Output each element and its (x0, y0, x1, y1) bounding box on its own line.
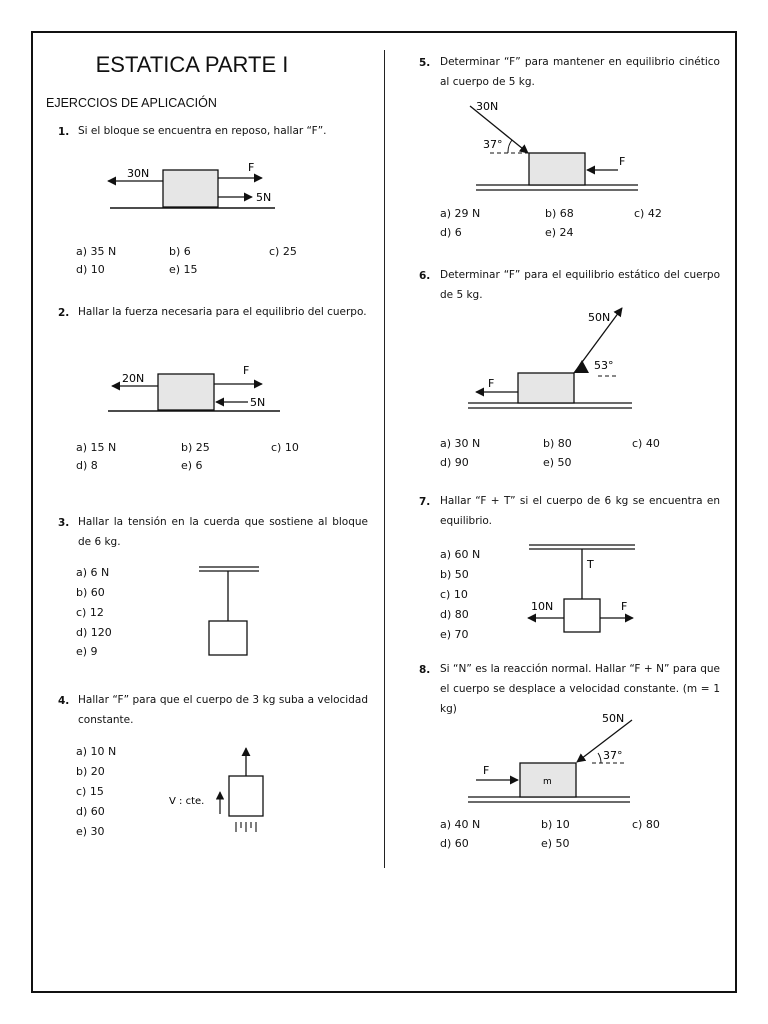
option-c: c) 80 (632, 818, 660, 831)
option-b: b) 50 (440, 568, 469, 581)
option-a: a) 6 N (76, 566, 110, 579)
problem-number: 6. (419, 270, 431, 282)
option-a: a) 35 N (76, 245, 117, 258)
problem-text: Determinar “F” para el equilibrio estático del cuerpo de 5 kg. (440, 269, 720, 301)
option-b: b) 6 (169, 245, 191, 258)
problem-8-figure (462, 708, 642, 808)
block (529, 153, 585, 185)
label-velocity: V : cte. (169, 796, 205, 807)
option-d: d) 80 (440, 608, 469, 621)
problem-5-figure (462, 98, 652, 198)
label-53deg: 53° (594, 359, 614, 372)
label-f: F (483, 764, 490, 777)
option-d: d) 90 (440, 456, 469, 469)
label-50n: 50N (602, 712, 625, 725)
problem-number: 5. (419, 57, 431, 69)
label-37deg: 37° (483, 138, 503, 151)
problem-4-figure (160, 742, 270, 840)
exhaust-lines (236, 822, 256, 832)
option-d: d) 8 (76, 459, 98, 472)
option-a: a) 40 N (440, 818, 481, 831)
block (518, 373, 574, 403)
option-e: e) 9 (76, 645, 98, 658)
label-t: T (587, 558, 594, 571)
problem-text: Hallar la fuerza necesaria para el equilibrio del cuerpo. (78, 306, 367, 318)
label-m: m (543, 777, 552, 787)
option-e: e) 15 (169, 263, 198, 276)
option-e: e) 30 (76, 825, 105, 838)
problem-text: Determinar “F” para mantener en equilibrio cinético al cuerpo de 5 kg. (440, 56, 720, 88)
option-d: d) 60 (76, 805, 105, 818)
label-10n: 10N (531, 600, 554, 613)
problem-number: 2. (58, 307, 70, 319)
label-30n: 30N (476, 100, 499, 113)
block (564, 599, 600, 632)
option-a: a) 15 N (76, 441, 117, 454)
problem-text: Hallar “F + T” si el cuerpo de 6 kg se encuentra en equilibrio. (440, 495, 720, 527)
label-f: F (619, 155, 626, 168)
problem-6-figure (462, 306, 642, 416)
option-e: e) 70 (440, 628, 469, 641)
option-d: d) 60 (440, 837, 469, 850)
option-c: c) 42 (634, 207, 662, 220)
option-b: b) 10 (541, 818, 570, 831)
problem-3-figure (195, 562, 265, 660)
column-divider (384, 50, 385, 868)
page-title: ESTATICA PARTE I (95, 52, 289, 77)
problem-text: Hallar “F” para que el cuerpo de 3 kg suba a velocidad constante. (78, 694, 368, 726)
option-c: c) 10 (271, 441, 299, 454)
option-b: b) 20 (76, 765, 105, 778)
problem-1-figure (100, 155, 300, 220)
block (163, 170, 218, 207)
option-a: a) 60 N (440, 548, 481, 561)
option-b: b) 68 (545, 207, 574, 220)
label-f: F (248, 161, 255, 174)
label-f: F (488, 377, 495, 390)
problem-number: 4. (58, 695, 70, 707)
label-5n: 5N (250, 396, 266, 409)
option-e: e) 6 (181, 459, 203, 472)
problem-text: Si “N” es la reacción normal. Hallar “F + N” para que el cuerpo se desplace a velocidad constante. (m = 1 kg) (440, 663, 720, 715)
block (209, 621, 247, 655)
option-e: e) 50 (543, 456, 572, 469)
option-a: a) 29 N (440, 207, 481, 220)
option-c: c) 10 (440, 588, 468, 601)
option-d: d) 10 (76, 263, 105, 276)
problem-number: 1. (58, 126, 70, 138)
option-c: c) 12 (76, 606, 104, 619)
problem-2-figure (100, 358, 300, 418)
option-e: e) 24 (545, 226, 574, 239)
section-heading: EJERCCIOS DE APLICACIÓN (46, 96, 217, 110)
option-b: b) 25 (181, 441, 210, 454)
option-e: e) 50 (541, 837, 570, 850)
label-f: F (621, 600, 628, 613)
block (229, 776, 263, 816)
problem-7-figure (525, 540, 645, 638)
option-d: d) 120 (76, 626, 112, 639)
option-b: b) 60 (76, 586, 105, 599)
option-c: c) 25 (269, 245, 297, 258)
label-37deg: 37° (603, 749, 623, 762)
label-50n: 50N (588, 311, 611, 324)
option-a: a) 10 N (76, 745, 117, 758)
label-30n: 30N (127, 167, 150, 180)
option-a: a) 30 N (440, 437, 481, 450)
label-20n: 20N (122, 372, 145, 385)
label-f: F (243, 364, 250, 377)
problem-number: 7. (419, 496, 431, 508)
angle-arc (598, 753, 601, 763)
block (158, 374, 214, 410)
option-c: c) 40 (632, 437, 660, 450)
label-5n: 5N (256, 191, 272, 204)
angle-arc (508, 140, 512, 153)
problem-text: Hallar la tensión en la cuerda que sostiene al bloque de 6 kg. (78, 516, 368, 548)
problem-number: 8. (419, 664, 431, 676)
option-d: d) 6 (440, 226, 462, 239)
problem-text: Si el bloque se encuentra en reposo, hallar “F”. (78, 125, 327, 137)
option-c: c) 15 (76, 785, 104, 798)
option-b: b) 80 (543, 437, 572, 450)
problem-number: 3. (58, 517, 70, 529)
